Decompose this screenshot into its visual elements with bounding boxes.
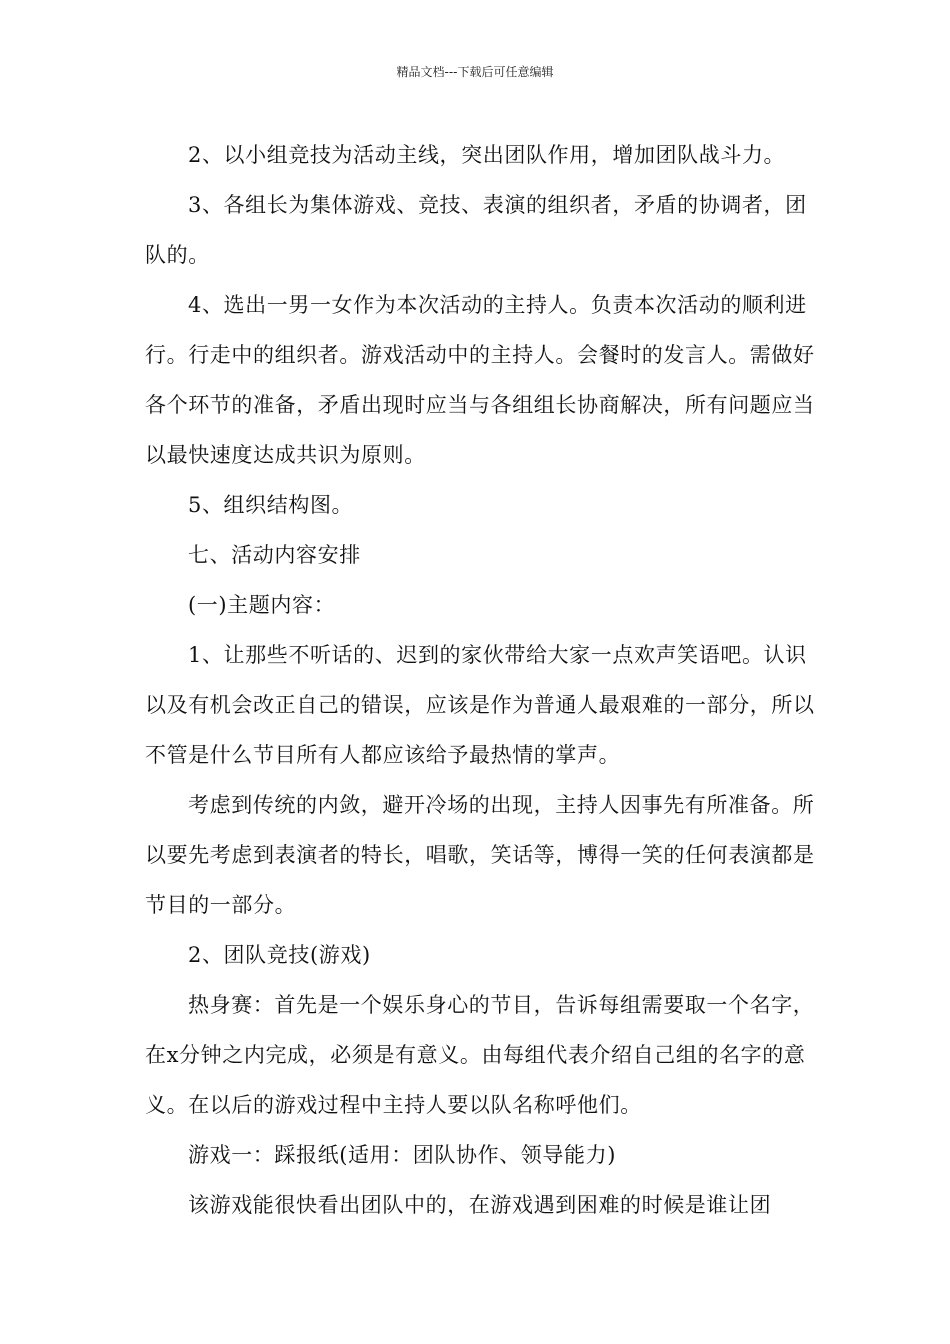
paragraph-5: 1、让那些不听话的、迟到的家伙带给大家一点欢声笑语吧。认识以及有机会改正自己的错误，应该是作为普通人最艰难的一部分，所以不管是什么节目所有人都应该给予最热情的掌声。 (145, 643, 815, 767)
paragraph-7: 2、团队竞技(游戏) (188, 943, 371, 967)
paragraph-4: 5、组织结构图。 (188, 493, 354, 517)
paragraph-8: 热身赛：首先是一个娱乐身心的节目，告诉每组需要取一个名字，在x分钟之内完成，必须是有意义。由每组代表介绍自己组的名字的意义。在以后的游戏过程中主持人要以队名称呼他们。 (145, 993, 815, 1117)
page-header: 精品文档---下载后可任意编辑 (396, 65, 554, 79)
paragraph-2: 3、各组长为集体游戏、竞技、表演的组织者，矛盾的协调者，团队的。 (145, 193, 807, 267)
paragraph-1: 2、以小组竞技为活动主线，突出团队作用，增加团队战斗力。 (188, 143, 786, 167)
paragraph-3: 4、选出一男一女作为本次活动的主持人。负责本次活动的顺利进行。行走中的组织者。游戏活动中的主持人。会餐时的发言人。需做好各个环节的准备，矛盾出现时应当与各组组长协商解决，所有问题应当以最快速度达成共识为原则。 (145, 293, 815, 467)
subsection-heading: (一)主题内容： (188, 593, 336, 617)
document-body (145, 130, 825, 1230)
section-heading: 七、活动内容安排 (188, 543, 361, 567)
paragraph-6: 考虑到传统的内敛，避开冷场的出现，主持人因事先有所准备。所以要先考虑到表演者的特长，唱歌，笑话等，博得一笑的任何表演都是节目的一部分。 (145, 793, 815, 917)
paragraph-9: 游戏一：踩报纸(适用：团队协作、领导能力) (188, 1143, 616, 1167)
paragraph-10: 该游戏能很快看出团队中的，在游戏遇到困难的时候是谁让团 (188, 1193, 772, 1217)
